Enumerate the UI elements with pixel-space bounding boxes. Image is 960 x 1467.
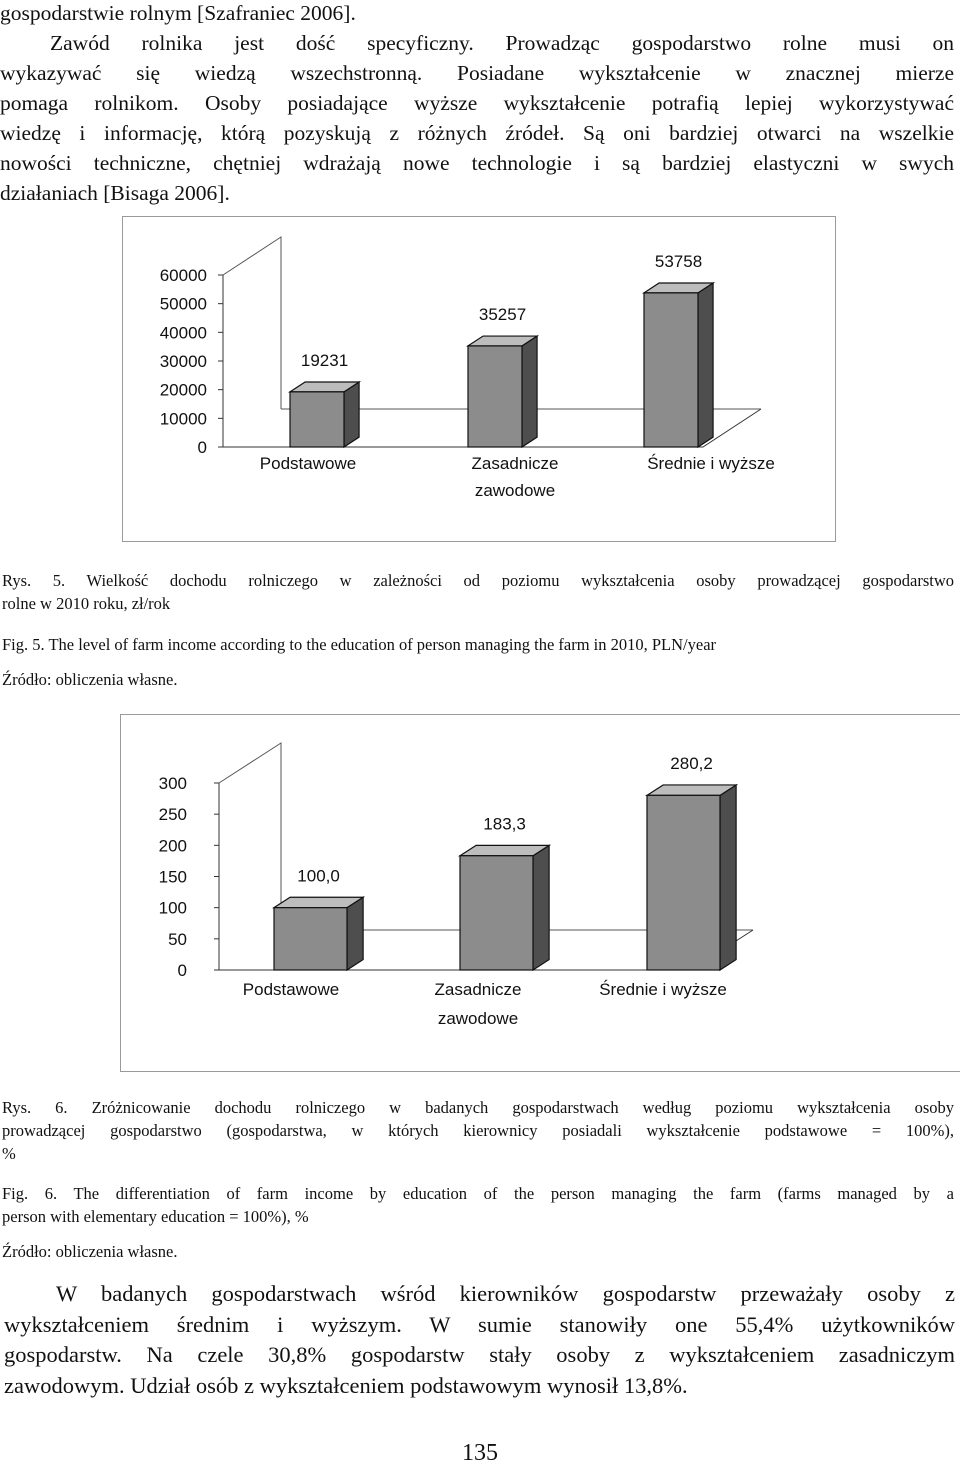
chart-income-index-by-education bbox=[120, 714, 960, 1072]
x-category-label: Zasadnicze bbox=[471, 454, 559, 473]
chart-income-by-education-svg bbox=[123, 217, 835, 541]
figure-5-caption bbox=[2, 569, 954, 615]
x-category-label: Podstawowe bbox=[242, 980, 340, 999]
caption-line: Rys. 6. Zróżnicowanie dochodu rolniczego w badanych gospodarstwach według poziomu wykształcenia osoby bbox=[2, 1098, 954, 1117]
y-tick-label: 50000 bbox=[159, 294, 207, 314]
bar bbox=[468, 346, 522, 447]
y-tick-label: 20000 bbox=[159, 380, 207, 400]
x-category-label: zawodowe bbox=[437, 1009, 519, 1028]
bar-value-label: 19231 bbox=[300, 350, 349, 370]
caption-line: Fig. 5. The level of farm income according to the education of person managing the farm in 2010, PLN/year bbox=[2, 635, 717, 654]
figure-5-english-caption bbox=[2, 633, 954, 656]
y-tick-label: 250 bbox=[158, 805, 187, 825]
bar-value-label: 100,0 bbox=[297, 866, 340, 886]
closing-line: wykształceniem średnim i wyższym. W sumie stanowiły one 55,4% użytkowników bbox=[4, 1311, 955, 1337]
caption-line: % bbox=[2, 1144, 16, 1163]
figure-6-caption bbox=[2, 1096, 954, 1165]
intro-line: Zawód rolnika jest dość specyficzny. Prowadząc gospodarstwo rolne musi on bbox=[50, 31, 954, 55]
bar bbox=[647, 795, 720, 970]
bar-side bbox=[347, 897, 363, 970]
bar-side bbox=[698, 283, 713, 447]
bar-value-label: 280,2 bbox=[670, 753, 713, 773]
bar-value-label: 183,3 bbox=[483, 814, 526, 834]
y-tick-label: 10000 bbox=[159, 409, 207, 429]
bar-top bbox=[647, 785, 736, 795]
source-line: Źródło: obliczenia własne. bbox=[2, 1242, 178, 1261]
closing-paragraph bbox=[4, 1279, 955, 1401]
bar bbox=[274, 908, 347, 970]
caption-line: prowadzącej gospodarstwo (gospodarstwa, w których kierownicy posiadali wykształcenie podstawowe = 100%), bbox=[2, 1121, 954, 1140]
intro-line: nowości techniczne, chętniej wdrażają nowe technologie i są bardziej elastyczni w swych bbox=[0, 151, 954, 175]
bar-value-label: 35257 bbox=[478, 305, 527, 325]
y-tick-label: 100 bbox=[158, 898, 187, 918]
bar-top bbox=[460, 845, 549, 855]
closing-line: W badanych gospodarstwach wśród kierowników gospodarstw przeważały osoby z bbox=[56, 1281, 955, 1306]
intro-line: działaniach [Bisaga 2006]. bbox=[0, 181, 230, 205]
figure-6-source bbox=[2, 1240, 954, 1263]
page-number: 135 bbox=[462, 1440, 498, 1466]
closing-line: zawodowym. Udział osób z wykształceniem podstawowym wynosił 13,8%. bbox=[4, 1372, 688, 1398]
back-wall-left-edge bbox=[219, 743, 281, 930]
caption-line: Fig. 6. The differentiation of farm income by education of the person managing the farm (farms managed by a bbox=[2, 1184, 954, 1203]
bar bbox=[290, 392, 344, 447]
y-tick-label: 200 bbox=[158, 836, 187, 856]
bar-top bbox=[274, 897, 363, 907]
bar-side bbox=[533, 845, 549, 970]
source-line: Źródło: obliczenia własne. bbox=[2, 670, 178, 689]
intro-line: wykazywać się wiedzą wszechstronną. Posiadane wykształcenie w znacznej mierze bbox=[0, 61, 954, 85]
chart-income-by-education bbox=[122, 216, 836, 542]
bar bbox=[460, 856, 533, 970]
closing-line: gospodarstw. Na czele 30,8% gospodarstw stały osoby z wykształceniem zasadniczym bbox=[4, 1342, 955, 1367]
y-tick-label: 40000 bbox=[159, 323, 207, 343]
x-category-label: Średnie i wyższe bbox=[647, 454, 775, 473]
bar-side bbox=[344, 382, 359, 447]
x-category-label: Zasadnicze bbox=[434, 980, 522, 999]
intro-line: pomaga rolnikom. Osoby posiadające wyższe wykształcenie potrafią lepiej wykorzystywać bbox=[0, 91, 954, 115]
caption-line: Rys. 5. Wielkość dochodu rolniczego w zależności od poziomu wykształcenia osoby prowadzącej gospodarstwo bbox=[2, 571, 954, 590]
x-category-label: Średnie i wyższe bbox=[599, 980, 727, 999]
caption-line: rolne w 2010 roku, zł/rok bbox=[2, 594, 171, 613]
intro-line: gospodarstwie rolnym [Szafraniec 2006]. bbox=[0, 1, 356, 25]
bar-value-label: 53758 bbox=[654, 252, 703, 272]
y-tick-label: 30000 bbox=[159, 352, 207, 371]
bar-side bbox=[522, 336, 537, 447]
figure-6-english-caption bbox=[2, 1182, 954, 1228]
y-tick-label: 0 bbox=[177, 961, 187, 980]
intro-paragraph bbox=[0, 0, 954, 208]
figure-5-source bbox=[2, 668, 954, 691]
chart-income-index-by-education-svg bbox=[121, 715, 960, 1071]
back-wall-left-edge bbox=[223, 237, 281, 409]
intro-line: wiedzę i informację, którą pozyskują z różnych źródeł. Są oni bardziej otwarci na wszelkie bbox=[0, 121, 954, 145]
y-tick-label: 300 bbox=[158, 774, 187, 793]
x-category-label: zawodowe bbox=[474, 481, 556, 500]
y-tick-label: 60000 bbox=[159, 266, 207, 285]
bar-side bbox=[720, 785, 736, 970]
x-category-label: Podstawowe bbox=[259, 454, 357, 473]
caption-line: person with elementary education = 100%), % bbox=[2, 1207, 309, 1226]
y-tick-label: 0 bbox=[197, 438, 207, 457]
bar bbox=[644, 293, 698, 447]
y-tick-label: 50 bbox=[168, 929, 187, 949]
y-tick-label: 150 bbox=[158, 867, 187, 887]
